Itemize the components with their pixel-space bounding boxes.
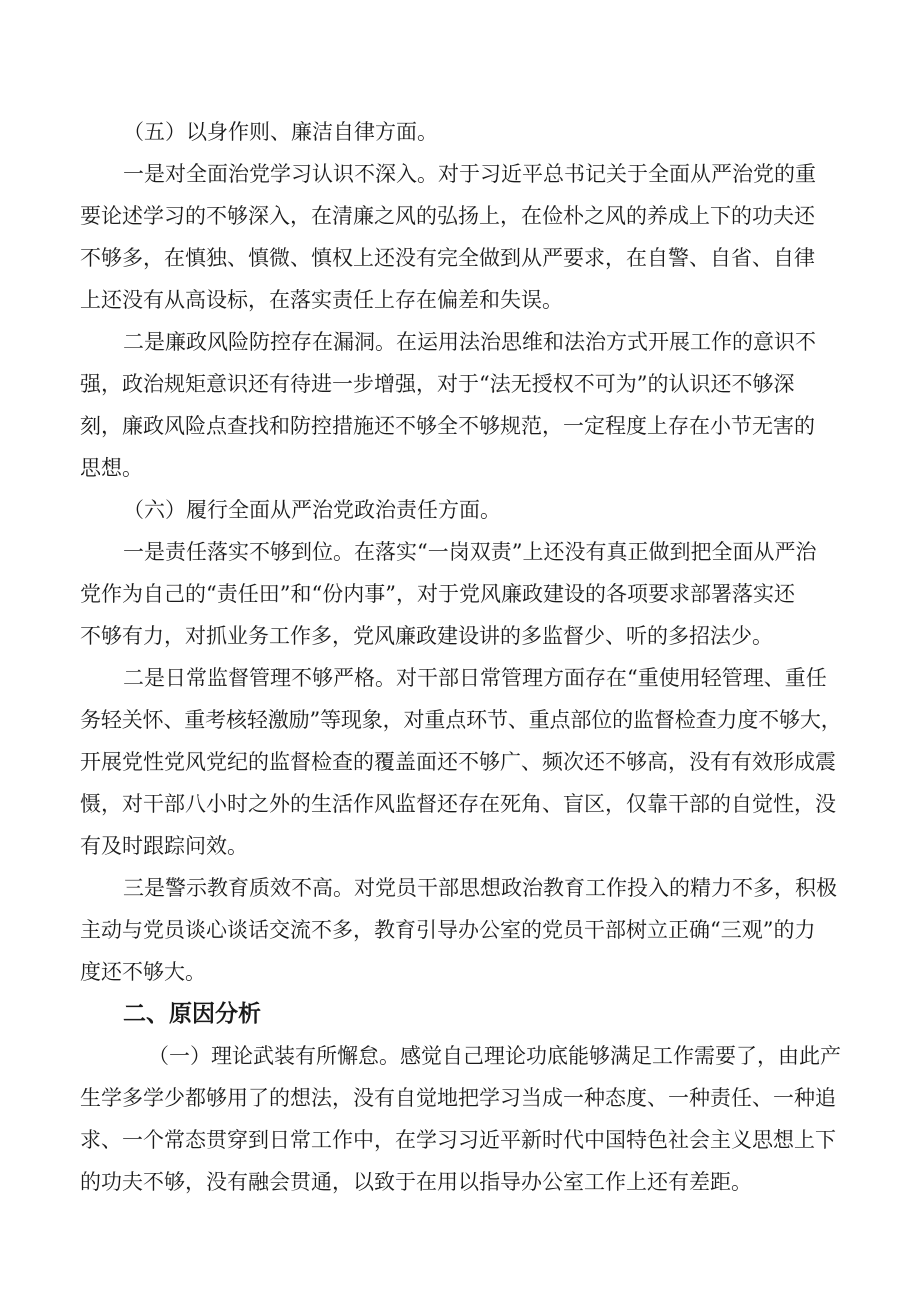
section-heading-5: （五）以身作则、廉洁自律方面。 <box>123 120 438 144</box>
paragraph-line: 刻，廉政风险点查找和防控措施还不够全不够规范，一定程度上存在小节无害的 <box>80 414 815 438</box>
paragraph-line: 一是责任落实不够到位。在落实“一岗双责”上还没有真正做到把全面从严治 <box>123 540 817 564</box>
paragraph-line: 二是日常监督管理不够严格。对干部日常管理方面存在“重使用轻管理、重任 <box>123 666 827 690</box>
chapter-heading: 二、原因分析 <box>123 1001 261 1027</box>
paragraph-line: 党作为自己的“责任田”和“份内事”，对于党风廉政建设的各项要求部署落实还 <box>80 582 795 606</box>
paragraph-line: 一是对全面治党学习认识不深入。对于习近平总书记关于全面从严治党的重 <box>123 162 816 186</box>
paragraph-line: （一）理论武装有所懈怠。感觉自己理论功底能够满足工作需要了，由此产 <box>148 1044 841 1068</box>
paragraph-line: 强，政治规矩意识还有待进一步增强，对于“法无授权不可为”的认识还不够深 <box>80 372 795 396</box>
paragraph-line: 思想。 <box>80 456 143 480</box>
paragraph-line: 要论述学习的不够深入，在清廉之风的弘扬上，在俭朴之风的养成上下的功夫还 <box>80 204 815 228</box>
paragraph-line: 生学多学少都够用了的想法，没有自觉地把学习当成一种态度、一种责任、一种追 <box>80 1086 836 1110</box>
paragraph-line: 二是廉政风险防控存在漏洞。在运用法治思维和法治方式开展工作的意识不 <box>123 330 816 354</box>
section-heading-6: （六）履行全面从严治党政治责任方面。 <box>123 498 501 522</box>
paragraph-line: 主动与党员谈心谈话交流不多，教育引导办公室的党员干部树立正确“三观”的力 <box>80 918 816 942</box>
paragraph-line: 的功夫不够，没有融会贯通，以致于在用以指导办公室工作上还有差距。 <box>80 1170 752 1194</box>
paragraph-line: 有及时跟踪问效。 <box>80 834 248 858</box>
paragraph-line: 不够多，在慎独、慎微、慎权上还没有完全做到从严要求，在自警、自省、自律 <box>80 246 815 270</box>
paragraph-line: 慑，对干部八小时之外的生活作风监督还存在死角、盲区，仅靠干部的自觉性，没 <box>80 792 836 816</box>
paragraph-line: 务轻关怀、重考核轻激励”等现象，对重点环节、重点部位的监督检查力度不够大， <box>80 708 842 732</box>
paragraph-line: 上还没有从高设标，在落实责任上存在偏差和失误。 <box>80 288 563 312</box>
paragraph-line: 求、一个常态贯穿到日常工作中，在学习习近平新时代中国特色社会主义思想上下 <box>80 1128 836 1152</box>
paragraph-line: 度还不够大。 <box>80 960 206 984</box>
paragraph-line: 不够有力，对抓业务工作多，党风廉政建设讲的多监督少、听的多招法少。 <box>80 624 773 648</box>
paragraph-line: 开展党性党风党纪的监督检查的覆盖面还不够广、频次还不够高，没有有效形成震 <box>80 750 836 774</box>
paragraph-line: 三是警示教育质效不高。对党员干部思想政治教育工作投入的精力不多，积极 <box>123 876 837 900</box>
